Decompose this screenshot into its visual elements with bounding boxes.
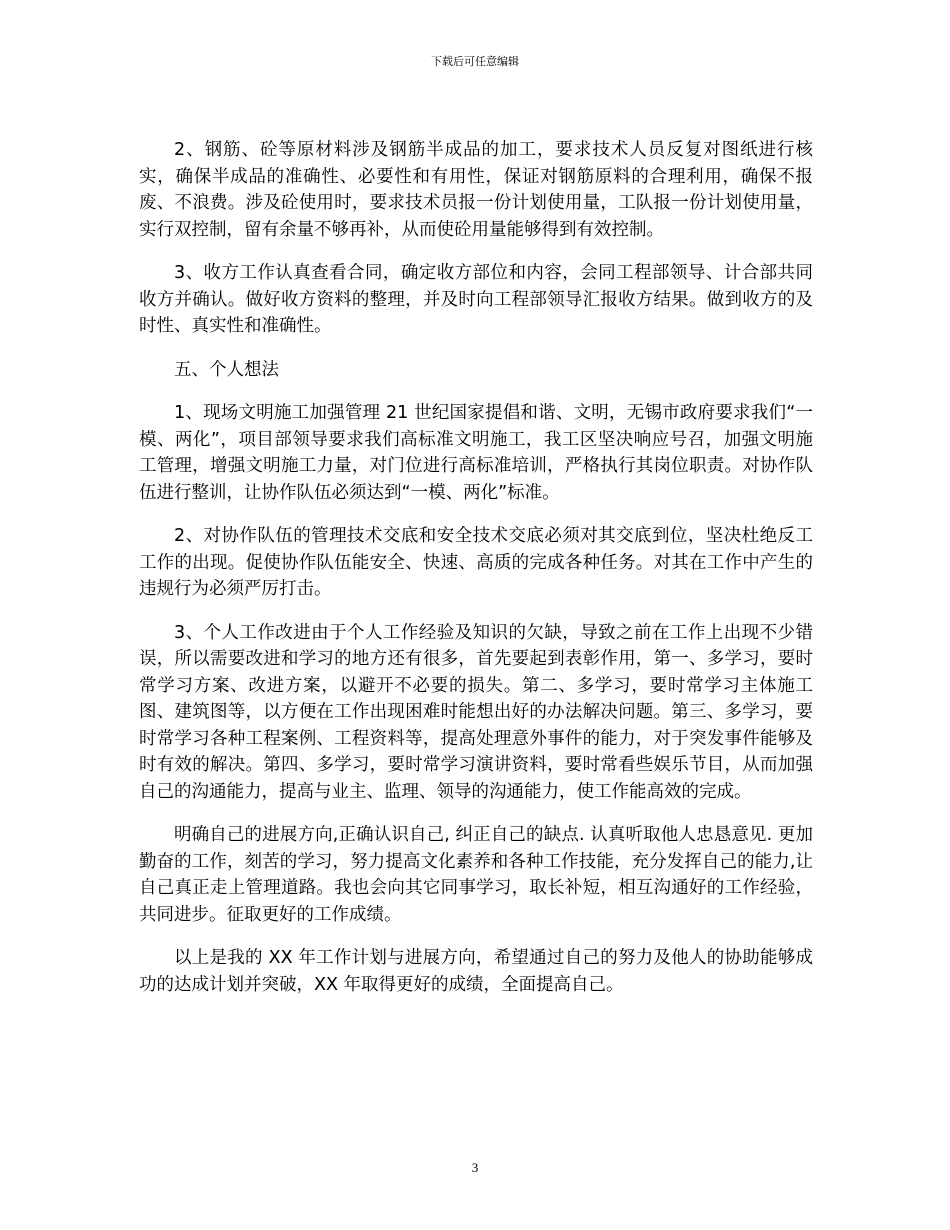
paragraph-development-direction: 明确自己的进展方向,正确认识自己, 纠正自己的缺点. 认真听取他人忠恳意见. 更加勤奋的工作，刻苦的学习，努力提高文化素养和各种工作技能，充分发挥自己的能力,让自己真正走上管理道路。我也会向其它同事学习，取长补短，相互沟通好的工作经验，共同进步。征取更好的工作成绩。 xyxy=(139,825,813,925)
page-number: 3 xyxy=(471,1160,479,1175)
paragraph-rebar-processing: 2、钢筋、砼等原材料涉及钢筋半成品的加工，要求技术人员反复对图纸进行核实，确保半成品的准确性、必要性和有用性，保证对钢筋原料的合理利用，确保不报废、不浪费。涉及砼使用时，要求技术员报一份计划使用量，工队报一份计划使用量，实行双控制，留有余量不够再补，从而使砼用量能够得到有效控制。 xyxy=(139,140,813,240)
paragraph-civilized-construction: 1、现场文明施工加强管理 21 世纪国家提倡和谐、文明，无锡市政府要求我们“一模、两化”，项目部领导要求我们高标准文明施工，我工区坚决响应号召，加强文明施工管理，增强文明施工力量，对门位进行高标准培训，严格执行其岗位职责。对协作队伍进行整训，让协作队伍必须达到“一模、两化”标准。 xyxy=(139,403,813,503)
document-body xyxy=(139,137,813,1015)
paragraph-work-improvement: 3、个人工作改进由于个人工作经验及知识的欠缺，导致之前在工作上出现不少错误，所以需要改进和学习的地方还有很多，首先要起到表彰作用，第一、多学习，要时常学习方案、改进方案，以避开不必要的损失。第二、多学习，要时常学习主体施工图、建筑图等，以方便在工作出现困难时能想出好的办法解决问题。第三、多学习，要时常学习各种工程案例、工程资料等，提高处理意外事件的能力，对于突发事件能够及时有效的解决。第四、多学习，要时常学习演讲资料，要时常看些娱乐节目，从而加强自己的沟通能力，提高与业主、监理、领导的沟通能力，使工作能高效的完成。 xyxy=(139,622,813,802)
paragraph-technical-briefing: 2、对协作队伍的管理技术交底和安全技术交底必须对其交底到位，坚决杜绝反工工作的出现。促使协作队伍能安全、快速、高质的完成各种任务。对其在工作中产生的违规行为必须严厉打击。 xyxy=(139,526,813,599)
paragraph-conclusion: 以上是我的 XX 年工作计划与进展方向，希望通过自己的努力及他人的协助能够成功的达成计划并突破，XX 年取得更好的成绩，全面提高自己。 xyxy=(139,948,813,995)
page-header: 下载后可任意编辑 xyxy=(431,55,519,68)
section-heading-personal-thoughts: 五、个人想法 xyxy=(174,359,279,380)
paragraph-measurement-work: 3、收方工作认真查看合同，确定收方部位和内容，会同工程部领导、计合部共同收方并确认。做好收方资料的整理，并及时向工程部领导汇报收方结果。做到收方的及时性、真实性和准确性。 xyxy=(139,263,813,336)
